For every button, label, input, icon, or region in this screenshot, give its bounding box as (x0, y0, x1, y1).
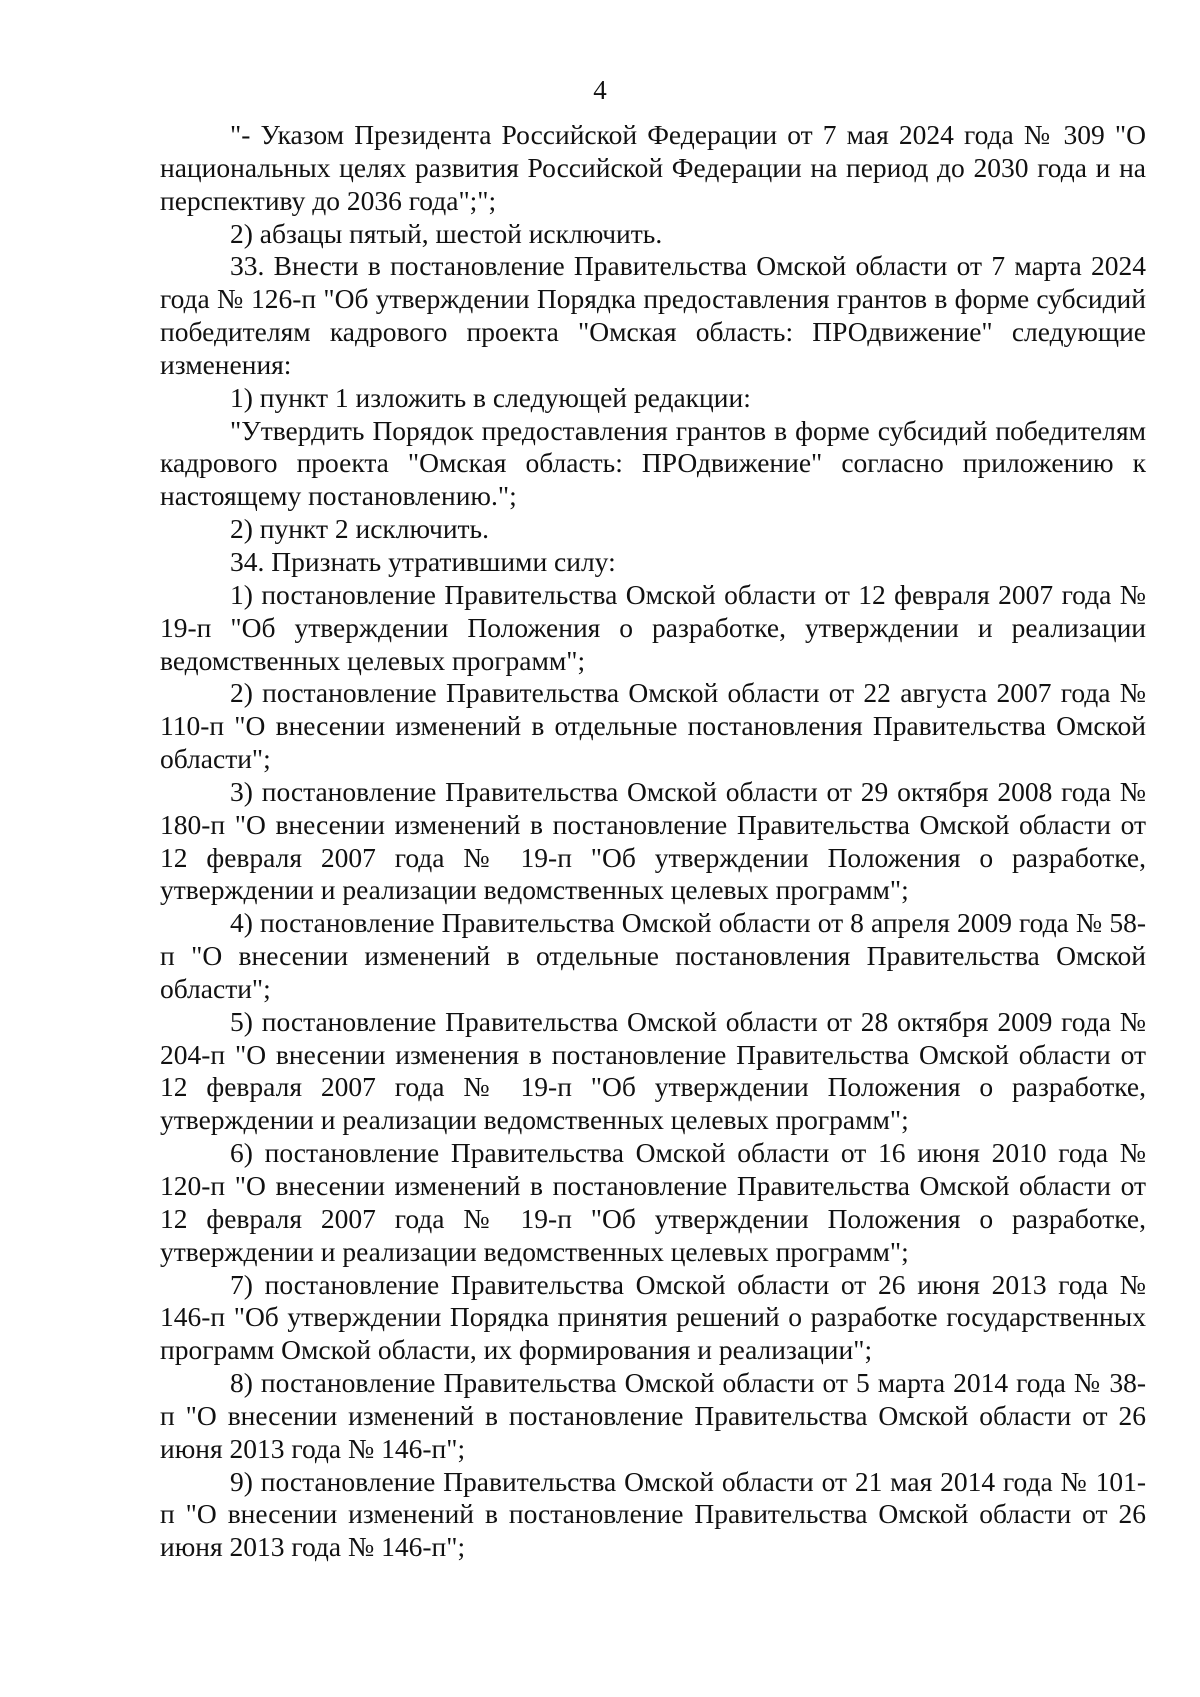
paragraph-34-item-5: 5) постановление Правительства Омской области от 28 октября 2009 года № 204-п "О внесении изменения в постановление Правительства Омской области от 12 февраля 2007 года № 19-п "Об утверждении Положения о разработке, утверждении и реализации ведомственных целевых программ"; (160, 1005, 1146, 1136)
paragraph-34: 34. Признать утратившими силу: (230, 545, 616, 577)
paragraph-33-item-1-text: "Утвердить Порядок предоставления грантов в форме субсидий победителям кадрового проекта "Омская область: ПРОдвижение" согласно приложению к настоящему постановлению."; (160, 414, 1146, 512)
paragraph-34-item-9: 9) постановление Правительства Омской области от 21 мая 2014 года № 101-п "О внесении изменений в постановление Правительства Омской области от 26 июня 2013 года № 146-п"; (160, 1465, 1146, 1563)
paragraph-33-item-2: 2) пункт 2 исключить. (230, 513, 489, 545)
paragraph-34-item-6: 6) постановление Правительства Омской области от 16 июня 2010 года № 120-п "О внесении изменений в постановление Правительства Омской области от 12 февраля 2007 года № 19-п "Об утверждении Положения о разработке, утверждении и реализации ведомственных целевых программ"; (160, 1137, 1146, 1267)
paragraph-34-item-8: 8) постановление Правительства Омской области от 5 марта 2014 года № 38-п "О внесении изменений в постановление Правительства Омской области от 26 июня 2013 года № 146-п"; (160, 1367, 1146, 1464)
paragraph-33-item-1: 1) пункт 1 изложить в следующей редакции: (230, 381, 751, 413)
paragraph-34-item-1: 1) постановление Правительства Омской области от 12 февраля 2007 года № 19-п "Об утверждении Положения о разработке, утверждении и реализации ведомственных целевых программ"; (160, 578, 1146, 676)
paragraph-item-2-exclude-paragraphs: 2) абзацы пятый, шестой исключить. (230, 217, 663, 249)
paragraph-decree-quote: "- Указом Президента Российской Федерации от 7 мая 2024 года № 309 "О национальных целях развития Российской Федерации на период до 2030 года и на перспективу до 2036 года";"; (160, 119, 1146, 216)
paragraph-34-item-7: 7) постановление Правительства Омской области от 26 июня 2013 года № 146-п "Об утверждении Порядка принятия решений о разработке государственных программ Омской области, их формирования и реализации"; (160, 1268, 1146, 1366)
page-number: 4 (593, 75, 607, 105)
paragraph-33: 33. Внести в постановление Правительства Омской области от 7 марта 2024 года № 126-п "Об утверждении Порядка предоставления грантов в форме субсидий победителям кадрового проекта "Омская область: ПРОдвижение" следующие изменения: (160, 250, 1146, 380)
paragraph-34-item-3: 3) постановление Правительства Омской области от 29 октября 2008 года № 180-п "О внесении изменений в постановление Правительства Омской области от 12 февраля 2007 года № 19-п "Об утверждении Положения о разработке, утверждении и реализации ведомственных целевых программ"; (160, 775, 1146, 906)
document-body (160, 119, 1146, 1564)
paragraph-34-item-4: 4) постановление Правительства Омской области от 8 апреля 2009 года № 58-п "О внесении изменений в отдельные постановления Правительства Омской области"; (160, 907, 1146, 1004)
paragraph-34-item-2: 2) постановление Правительства Омской области от 22 августа 2007 года № 110-п "О внесении изменений в отдельные постановления Правительства Омской области"; (160, 677, 1146, 775)
